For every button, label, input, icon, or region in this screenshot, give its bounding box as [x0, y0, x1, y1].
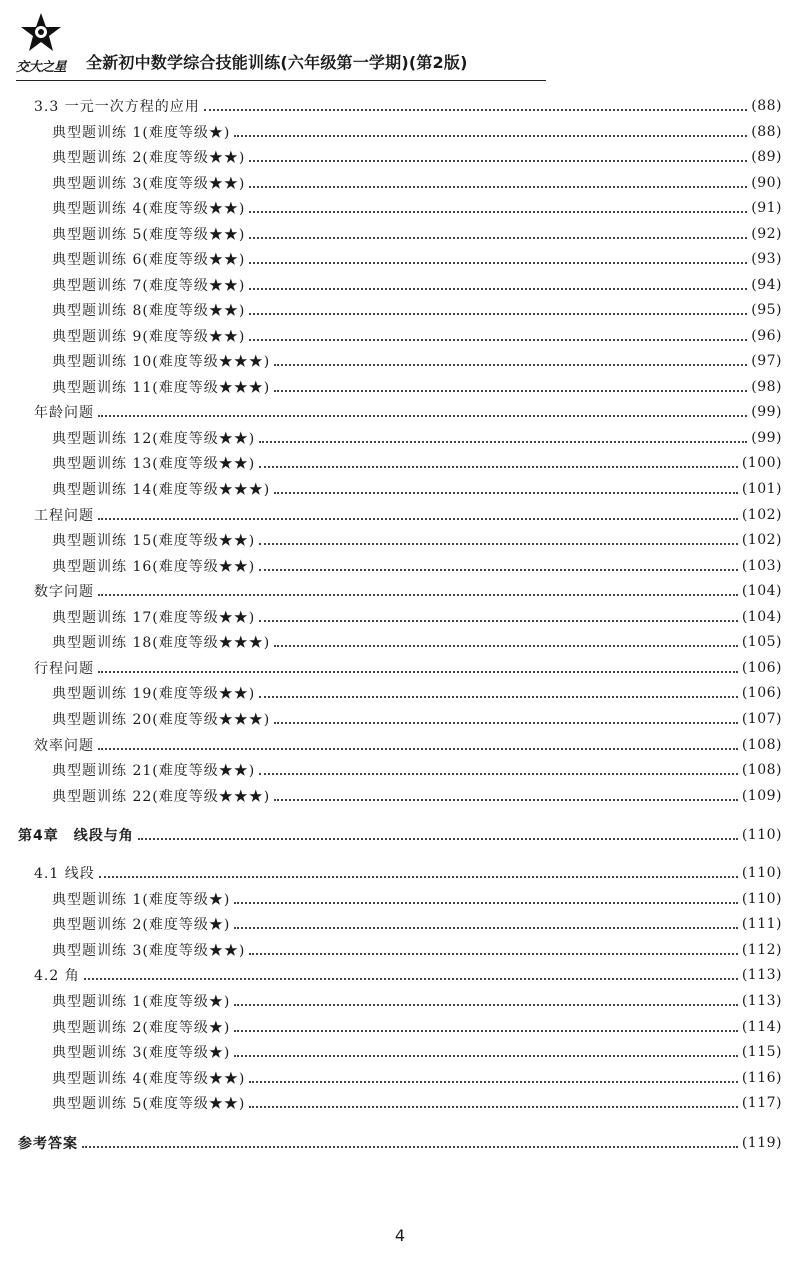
toc-page-ref: (99) — [751, 430, 782, 446]
toc-item[interactable] — [52, 606, 782, 628]
dot-leader — [249, 186, 747, 188]
logo-text: 交大之星 — [16, 60, 67, 75]
toc-page-ref: (98) — [751, 379, 782, 395]
toc-item[interactable] — [52, 631, 782, 653]
toc-page-ref: (95) — [751, 302, 782, 318]
dot-leader — [234, 1055, 738, 1057]
header-divider — [16, 80, 546, 81]
toc-item[interactable] — [52, 427, 782, 449]
toc-item[interactable] — [52, 452, 782, 474]
dot-leader — [274, 492, 738, 494]
toc-entry-label: 4.1 线段 — [34, 866, 95, 882]
toc-page-ref: (109) — [741, 788, 782, 804]
toc-answers[interactable] — [18, 1132, 782, 1154]
dot-leader — [259, 466, 738, 468]
toc-page-ref: (112) — [741, 942, 782, 958]
toc-page-ref: (88) — [751, 98, 782, 114]
page-number: 4 — [394, 1226, 406, 1245]
toc-section[interactable] — [34, 862, 782, 884]
toc-page-ref: (90) — [751, 175, 782, 191]
dot-leader — [259, 441, 747, 443]
toc-entry-label: 典型题训练 3(难度等级★★) — [52, 943, 246, 959]
toc-page-ref: (92) — [751, 226, 782, 242]
toc-chapter[interactable] — [18, 824, 782, 846]
toc-item[interactable] — [52, 682, 782, 704]
dot-leader — [82, 1146, 738, 1148]
toc-page-ref: (113) — [741, 967, 782, 983]
dot-leader — [98, 415, 747, 417]
toc-topic[interactable] — [34, 504, 782, 526]
toc-entry-label: 典型题训练 14(难度等级★★★) — [52, 482, 271, 498]
toc-entry-label: 典型题训练 21(难度等级★★) — [52, 763, 256, 779]
toc-entry-label: 典型题训练 20(难度等级★★★) — [52, 712, 271, 728]
dot-leader — [234, 135, 747, 137]
toc-entry-label: 典型题训练 2(难度等级★) — [52, 1020, 231, 1036]
toc-entry-label: 典型题训练 1(难度等级★) — [52, 125, 231, 141]
toc-entry-label: 工程问题 — [34, 508, 94, 524]
dot-leader — [274, 722, 738, 724]
page-header — [0, 0, 800, 82]
toc-entry-label: 行程问题 — [34, 661, 94, 677]
toc-page-ref: (99) — [751, 404, 782, 420]
toc-item[interactable] — [52, 1016, 782, 1038]
toc-page-ref: (104) — [741, 583, 782, 599]
toc-item[interactable] — [52, 555, 782, 577]
toc-entry-label: 3.3 一元一次方程的应用 — [34, 99, 200, 115]
dot-leader — [249, 953, 738, 955]
toc-topic[interactable] — [34, 580, 782, 602]
toc-page-ref: (97) — [751, 353, 782, 369]
toc-page-ref: (106) — [741, 685, 782, 701]
dot-leader — [249, 288, 747, 290]
toc-entry-label: 参考答案 — [18, 1136, 78, 1152]
toc-entry-label: 典型题训练 6(难度等级★★) — [52, 252, 246, 268]
toc-entry-label: 4.2 角 — [34, 968, 80, 984]
dot-leader — [234, 1004, 738, 1006]
toc-entry-label: 典型题训练 16(难度等级★★) — [52, 559, 256, 575]
toc-page-ref: (110) — [741, 891, 782, 907]
toc-item[interactable] — [52, 197, 782, 219]
toc-entry-label: 典型题训练 17(难度等级★★) — [52, 610, 256, 626]
dot-leader — [274, 390, 747, 392]
dot-leader — [234, 927, 738, 929]
dot-leader — [138, 838, 738, 840]
toc-page-ref: (104) — [741, 609, 782, 625]
toc-page-ref: (119) — [741, 1135, 782, 1151]
toc-entry-label: 典型题训练 13(难度等级★★) — [52, 456, 256, 472]
dot-leader — [274, 645, 738, 647]
toc-item[interactable] — [52, 172, 782, 194]
toc-page-ref: (91) — [751, 200, 782, 216]
toc-item[interactable] — [52, 146, 782, 168]
toc-entry-label: 典型题训练 5(难度等级★★) — [52, 227, 246, 243]
dot-leader — [274, 364, 747, 366]
dot-leader — [204, 109, 748, 111]
toc-page-ref: (110) — [741, 827, 782, 843]
toc-topic[interactable] — [34, 401, 782, 423]
toc-entry-label: 典型题训练 2(难度等级★★) — [52, 150, 246, 166]
toc-item[interactable] — [52, 274, 782, 296]
toc-item[interactable] — [52, 121, 782, 143]
dot-leader — [234, 902, 738, 904]
dot-leader — [98, 748, 738, 750]
dot-leader — [249, 1081, 738, 1083]
book-title: 全新初中数学综合技能训练(六年级第一学期)(第2版) — [86, 53, 468, 72]
toc-entry-label: 典型题训练 12(难度等级★★) — [52, 431, 256, 447]
toc-page-ref: (116) — [741, 1070, 782, 1086]
toc-page-ref: (117) — [741, 1095, 782, 1111]
toc-topic[interactable] — [34, 734, 782, 756]
dot-leader — [259, 773, 738, 775]
toc-entry-label: 典型题训练 3(难度等级★) — [52, 1045, 231, 1061]
dot-leader — [249, 339, 747, 341]
toc-entry-label: 数字问题 — [34, 584, 94, 600]
dot-leader — [249, 1106, 738, 1108]
toc-item[interactable] — [52, 708, 782, 730]
dot-leader — [98, 671, 738, 673]
toc-page-ref: (100) — [741, 455, 782, 471]
toc-entry-label: 典型题训练 1(难度等级★) — [52, 892, 231, 908]
toc-page-ref: (108) — [741, 762, 782, 778]
toc-page-ref: (110) — [741, 865, 782, 881]
toc-page-ref: (111) — [741, 916, 782, 932]
toc-page-ref: (107) — [741, 711, 782, 727]
dot-leader — [99, 876, 738, 878]
toc-topic[interactable] — [34, 657, 782, 679]
dot-leader — [259, 543, 738, 545]
toc-entry-label: 第4章 线段与角 — [18, 828, 134, 844]
toc-item[interactable] — [52, 299, 782, 321]
toc-item[interactable] — [52, 939, 782, 961]
toc-page-ref: (89) — [751, 149, 782, 165]
toc-entry-label: 效率问题 — [34, 738, 94, 754]
toc-entry-label: 典型题训练 18(难度等级★★★) — [52, 635, 271, 651]
toc-item[interactable] — [52, 759, 782, 781]
dot-leader — [98, 518, 738, 520]
toc-item[interactable] — [52, 1092, 782, 1114]
dot-leader — [84, 978, 738, 980]
toc-page-ref: (101) — [741, 481, 782, 497]
toc-item[interactable] — [52, 785, 782, 807]
toc-entry-label: 典型题训练 3(难度等级★★) — [52, 176, 246, 192]
toc-item[interactable] — [52, 529, 782, 551]
dot-leader — [259, 569, 738, 571]
toc-page-ref: (102) — [741, 507, 782, 523]
toc-page-ref: (103) — [741, 558, 782, 574]
toc-item[interactable] — [52, 376, 782, 398]
dot-leader — [249, 160, 747, 162]
star-icon — [20, 12, 62, 56]
toc-page-ref: (113) — [741, 993, 782, 1009]
toc-page-ref: (108) — [741, 737, 782, 753]
toc-entry-label: 典型题训练 7(难度等级★★) — [52, 278, 246, 294]
toc-page-ref: (96) — [751, 328, 782, 344]
toc-item[interactable] — [52, 913, 782, 935]
dot-leader — [249, 237, 747, 239]
toc-item[interactable] — [52, 1067, 782, 1089]
dot-leader — [259, 620, 738, 622]
toc-entry-label: 典型题训练 10(难度等级★★★) — [52, 354, 271, 370]
toc-item[interactable] — [52, 888, 782, 910]
dot-leader — [274, 799, 738, 801]
dot-leader — [259, 696, 738, 698]
toc-entry-label: 典型题训练 5(难度等级★★) — [52, 1096, 246, 1112]
toc-page-ref: (106) — [741, 660, 782, 676]
toc-entry-label: 典型题训练 1(难度等级★) — [52, 994, 231, 1010]
toc-entry-label: 典型题训练 4(难度等级★★) — [52, 201, 246, 217]
toc-section[interactable] — [34, 964, 782, 986]
toc-page-ref: (93) — [751, 251, 782, 267]
toc-entry-label: 典型题训练 8(难度等级★★) — [52, 303, 246, 319]
toc-entry-label: 典型题训练 9(难度等级★★) — [52, 329, 246, 345]
toc-item[interactable] — [52, 350, 782, 372]
dot-leader — [249, 262, 747, 264]
toc-item[interactable] — [52, 1041, 782, 1063]
toc-entry-label: 典型题训练 2(难度等级★) — [52, 917, 231, 933]
toc-page-ref: (102) — [741, 532, 782, 548]
toc-page-ref: (88) — [751, 124, 782, 140]
dot-leader — [249, 211, 747, 213]
toc-entry-label: 典型题训练 15(难度等级★★) — [52, 533, 256, 549]
dot-leader — [234, 1030, 738, 1032]
toc-item[interactable] — [52, 325, 782, 347]
toc-item[interactable] — [52, 223, 782, 245]
dot-leader — [98, 594, 738, 596]
toc-entry-label: 年龄问题 — [34, 405, 94, 421]
publisher-logo — [16, 12, 72, 78]
toc-section[interactable] — [34, 95, 782, 117]
toc-item[interactable] — [52, 248, 782, 270]
toc-page-ref: (94) — [751, 277, 782, 293]
toc-entry-label: 典型题训练 22(难度等级★★★) — [52, 789, 271, 805]
toc-page-ref: (114) — [741, 1019, 782, 1035]
toc-entry-label: 典型题训练 11(难度等级★★★) — [52, 380, 271, 396]
toc-item[interactable] — [52, 990, 782, 1012]
toc-page-ref: (105) — [741, 634, 782, 650]
toc-item[interactable] — [52, 478, 782, 500]
dot-leader — [249, 313, 747, 315]
toc-entry-label: 典型题训练 4(难度等级★★) — [52, 1071, 246, 1087]
toc-entry-label: 典型题训练 19(难度等级★★) — [52, 686, 256, 702]
toc-page-ref: (115) — [741, 1044, 782, 1060]
